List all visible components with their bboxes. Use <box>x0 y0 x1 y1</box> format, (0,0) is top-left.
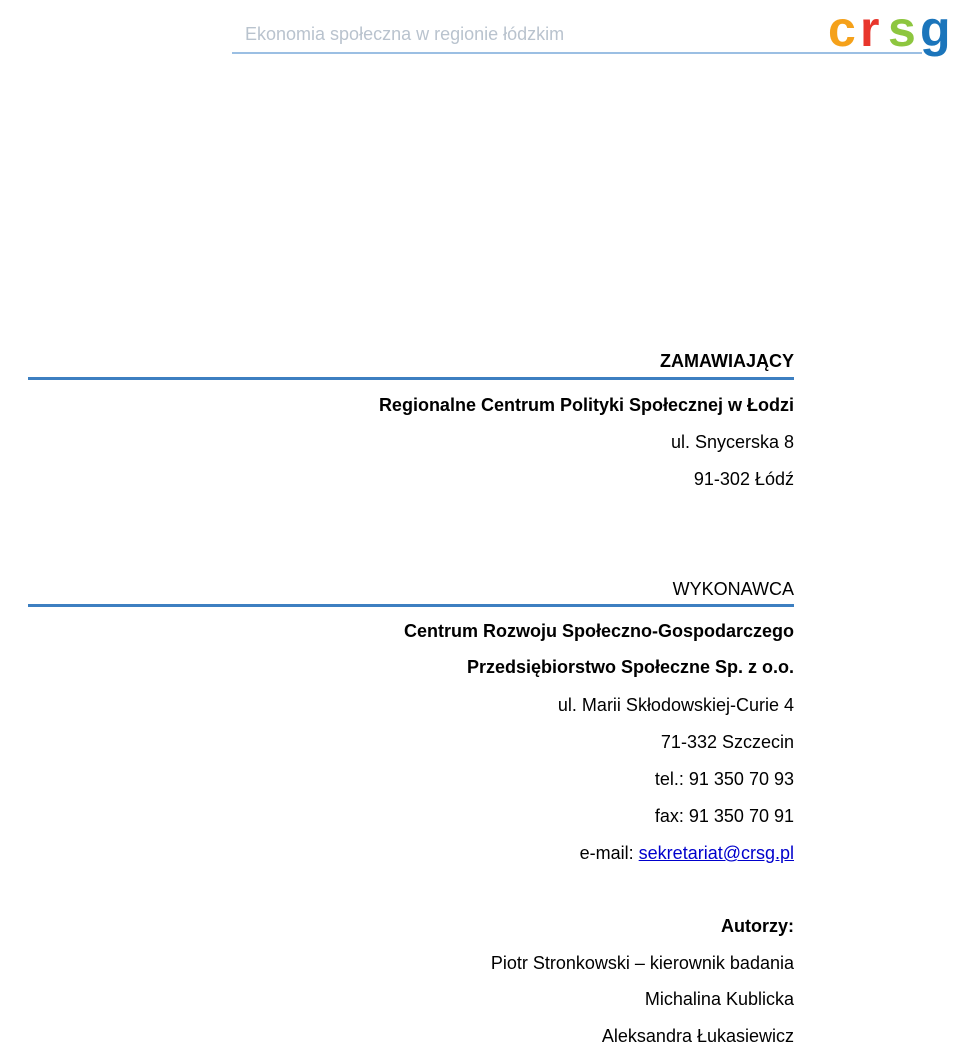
author-item: Aleksandra Łukasiewicz <box>601 1026 794 1046</box>
wykonawca-street: ul. Marii Skłodowskiej-Curie 4 <box>557 695 794 715</box>
wykonawca-email-line <box>580 843 794 864</box>
wykonawca-fax: fax: 91 350 70 91 <box>654 806 794 826</box>
zamawiajacy-divider <box>28 377 794 380</box>
author-item: Michalina Kublicka <box>644 989 794 1009</box>
crsg-logo <box>826 2 960 64</box>
wykonawca-divider <box>28 604 794 607</box>
logo-letter-s: s <box>888 2 916 57</box>
logo-letter-r: r <box>860 2 880 57</box>
wykonawca-name-line1: Centrum Rozwoju Społeczno-Gospodarczego <box>403 621 794 641</box>
email-link[interactable]: sekretariat@crsg.pl <box>638 843 794 863</box>
wykonawca-tel: tel.: 91 350 70 93 <box>654 769 794 789</box>
author-item: Piotr Stronkowski – kierownik badania <box>490 953 794 973</box>
header-title: Ekonomia społeczna w regionie łódzkim <box>245 24 565 44</box>
logo-letter-c: c <box>828 2 856 57</box>
email-label: e-mail: <box>579 843 639 863</box>
zamawiajacy-city: 91-302 Łódź <box>693 469 794 489</box>
zamawiajacy-street: ul. Snycerska 8 <box>670 432 794 452</box>
wykonawca-city: 71-332 Szczecin <box>660 732 794 752</box>
wykonawca-heading: WYKONAWCA <box>672 579 794 599</box>
zamawiajacy-name: Regionalne Centrum Polityki Społecznej w Łodzi <box>378 395 794 415</box>
wykonawca-name-line2: Przedsiębiorstwo Społeczne Sp. z o.o. <box>466 657 794 677</box>
zamawiajacy-heading: ZAMAWIAJĄCY <box>660 351 794 371</box>
autorzy-heading: Autorzy: <box>721 916 794 936</box>
header-divider <box>232 52 922 54</box>
logo-letter-g: g <box>920 2 951 57</box>
